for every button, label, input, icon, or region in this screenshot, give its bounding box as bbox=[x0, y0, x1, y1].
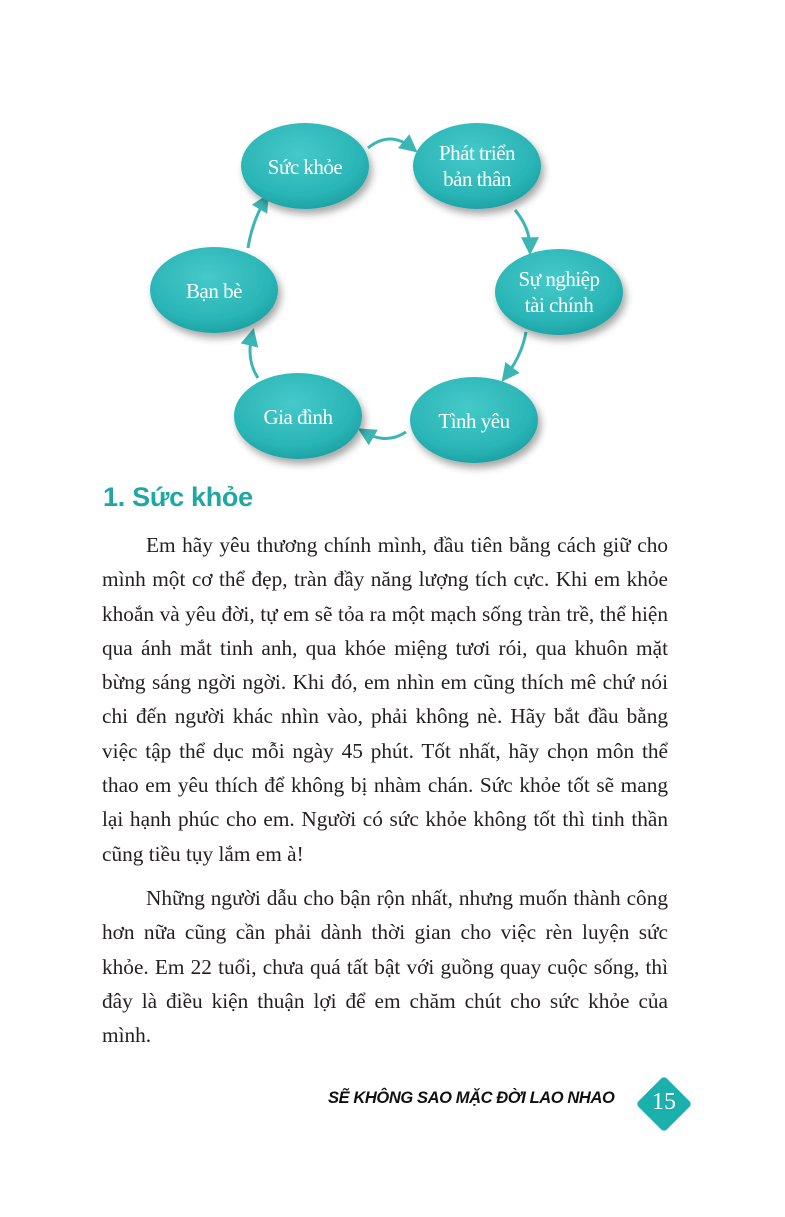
section-title: 1. Sức khỏe bbox=[103, 482, 253, 512]
node-tinh-yeu bbox=[410, 377, 538, 463]
svg-text:tài chính: tài chính bbox=[524, 293, 594, 317]
svg-text:Gia đình: Gia đình bbox=[263, 405, 333, 429]
arrow-su-nghiep-to-tinh-yeu bbox=[506, 332, 526, 376]
paragraph: Những người dẫu cho bận rộn nhất, nhưng muốn thành công hơn nữa cũng cần phải dành thời gian cho việc rèn luyện sức khỏe. Em 22 tuổi, chưa quá tất bật với guồng quay cuộc sống, thì đây là điều kiện thuận lợi để em chăm chút cho sức khỏe của mình. bbox=[102, 885, 668, 1048]
arrow-gia-dinh-to-ban-be bbox=[250, 335, 258, 378]
page-number-badge bbox=[633, 1073, 695, 1135]
node-phat-trien bbox=[413, 123, 541, 209]
node-gia-dinh bbox=[234, 373, 362, 459]
node-su-nghiep bbox=[495, 249, 623, 335]
arrow-ban-be-to-suc-khoe bbox=[248, 200, 265, 248]
svg-text:Tình yêu: Tình yêu bbox=[438, 409, 510, 433]
paragraph: Em hãy yêu thương chính mình, đầu tiên bằng cách giữ cho mình một cơ thể đẹp, tràn đầy năng lượng tích cực. Khi em khỏe khoắn và yêu đời, tự em sẽ tỏa ra một mạch sống tràn trề, thể hiện qua ánh mắt tinh anh, qua khóe miệng tươi rói, qua khuôn mặt bừng sáng ngời ngời. Khi đó, em nhìn em cũng thích mê chứ nói chi đến người khác nhìn vào, phải không nè. Hãy bắt đầu bằng việc tập thể dục mỗi ngày 45 phút. Tốt nhất, hãy chọn môn thể thao em yêu thích để không bị nhàm chán. Sức khỏe tốt sẽ mang lại hạnh phúc cho em. Người có sức khỏe không tốt thì tinh thần cũng tiều tụy lắm em à! bbox=[102, 533, 668, 866]
svg-text:Bạn bè: Bạn bè bbox=[186, 279, 242, 303]
node-suc-khoe bbox=[241, 123, 369, 209]
body-text bbox=[102, 528, 668, 1062]
svg-text:bản thân: bản thân bbox=[443, 167, 511, 191]
running-footer-title: SẼ KHÔNG SAO MẶC ĐỜI LAO NHAO bbox=[328, 1089, 615, 1107]
svg-text:Sự nghiệp: Sự nghiệp bbox=[518, 267, 600, 291]
arrow-phat-trien-to-su-nghiep bbox=[515, 210, 530, 248]
svg-text:Sức khỏe: Sức khỏe bbox=[267, 155, 343, 179]
page-number: 15 bbox=[652, 1089, 676, 1115]
life-cycle-diagram bbox=[0, 0, 785, 480]
arrow-tinh-yeu-to-gia-dinh bbox=[364, 432, 406, 439]
svg-text:Phát triển: Phát triển bbox=[438, 141, 516, 165]
arrow-suc-khoe-to-phat-trien bbox=[368, 139, 412, 148]
node-ban-be bbox=[150, 247, 278, 333]
